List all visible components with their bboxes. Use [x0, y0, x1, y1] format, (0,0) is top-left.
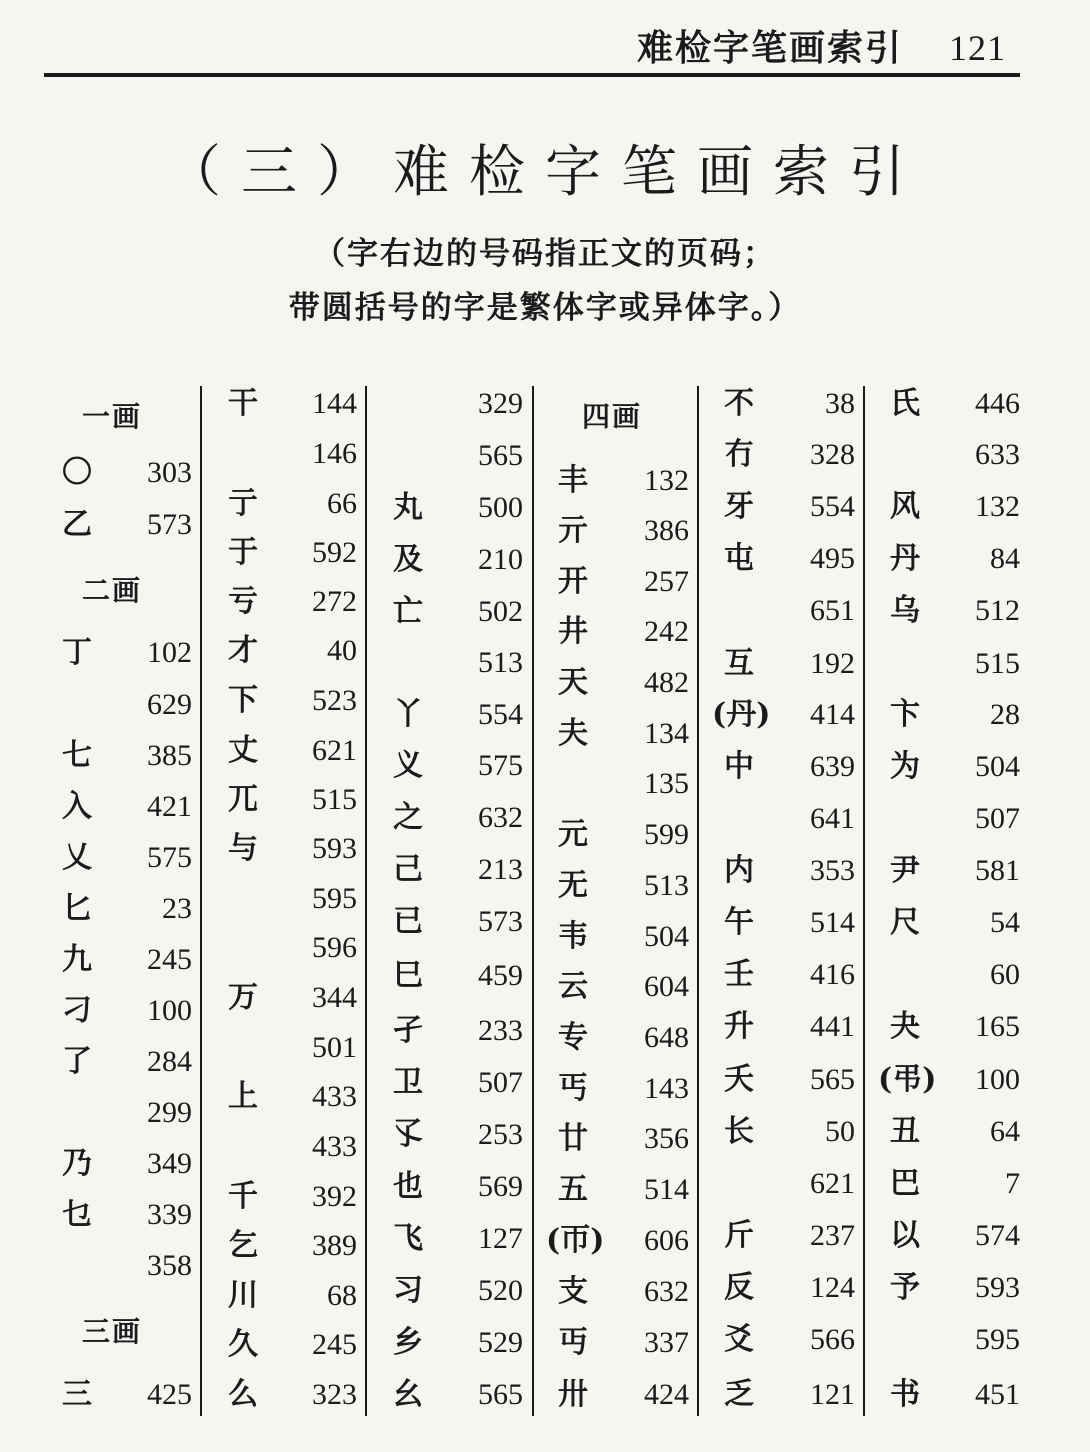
page-reference: 425	[147, 1378, 192, 1411]
index-character: 下	[228, 683, 258, 718]
page-reference: 424	[644, 1378, 689, 1411]
page-number: 121	[949, 28, 1006, 68]
page-reference: 554	[478, 698, 523, 731]
page-reference: 501	[312, 1031, 357, 1064]
index-character: 才	[228, 633, 258, 668]
page-reference: 339	[147, 1198, 192, 1231]
index-character: 牙	[724, 489, 754, 524]
index-character: 乡	[393, 1325, 423, 1360]
page-reference: 323	[312, 1378, 357, 1411]
page-reference: 299	[147, 1096, 192, 1129]
index-character: 爻	[724, 1322, 754, 1357]
page-reference: 633	[975, 438, 1020, 471]
index-character: 丸	[393, 490, 423, 525]
index-character: 升	[724, 1009, 754, 1044]
note-line-1: （字右边的号码指正文的页码；	[314, 236, 776, 272]
index-character: 上	[228, 1079, 258, 1114]
page-reference: 581	[975, 854, 1020, 887]
index-character: 么	[228, 1377, 258, 1412]
page-reference: 515	[975, 647, 1020, 680]
index-character: 习	[393, 1273, 423, 1308]
page-reference: 575	[147, 841, 192, 874]
index-character: 川	[228, 1278, 258, 1313]
page-reference: 38	[825, 387, 855, 420]
page-reference: 165	[975, 1010, 1020, 1043]
page-reference: 344	[312, 981, 357, 1014]
index-character: 尹	[890, 853, 920, 888]
page-reference: 213	[478, 853, 523, 886]
index-character: 丹	[890, 541, 920, 576]
index-character: 丏	[558, 1325, 588, 1360]
index-character: 九	[62, 942, 92, 977]
page-reference: 392	[312, 1180, 357, 1213]
page-reference: 257	[644, 565, 689, 598]
page-reference: 574	[975, 1219, 1020, 1252]
index-character: 冇	[724, 437, 754, 472]
page-reference: 84	[990, 542, 1020, 575]
page-reference: 523	[312, 684, 357, 717]
page-reference: 349	[147, 1147, 192, 1180]
index-character: 互	[724, 646, 754, 681]
page-reference: 132	[975, 490, 1020, 523]
page-reference: 100	[975, 1063, 1020, 1096]
page-reference: 595	[312, 882, 357, 915]
column-divider	[863, 386, 865, 1416]
index-character: 亡	[393, 594, 423, 629]
header-rule	[44, 73, 1020, 77]
index-character: 己	[393, 852, 423, 887]
page-reference: 433	[312, 1080, 357, 1113]
page-reference: 284	[147, 1045, 192, 1078]
index-character: 亏	[228, 584, 258, 619]
page-reference: 135	[644, 767, 689, 800]
page-reference: 529	[478, 1326, 523, 1359]
page-reference: 60	[990, 958, 1020, 991]
page-reference: 210	[478, 543, 523, 576]
index-character: 及	[393, 542, 423, 577]
page-reference: 303	[147, 456, 192, 489]
page-reference: 353	[810, 854, 855, 887]
page-reference: 253	[478, 1118, 523, 1151]
page-reference: 573	[147, 508, 192, 541]
index-character: 卅	[558, 1377, 588, 1412]
index-character: 干	[228, 386, 258, 421]
page-reference: 632	[478, 801, 523, 834]
page-reference: 416	[810, 958, 855, 991]
page-reference: 593	[312, 832, 357, 865]
page-reference: 592	[312, 536, 357, 569]
index-character: 以	[890, 1218, 920, 1253]
index-character: 乙	[62, 507, 92, 542]
index-character: 了	[62, 1044, 92, 1079]
page-reference: 7	[1005, 1167, 1020, 1200]
page-reference: 482	[644, 666, 689, 699]
index-character: 夭	[724, 1062, 754, 1097]
index-character: 久	[228, 1327, 258, 1362]
stroke-count-heading: 四画	[582, 400, 643, 433]
index-character: 五	[558, 1172, 588, 1207]
page-reference: 64	[990, 1115, 1020, 1148]
page-reference: 328	[810, 438, 855, 471]
page-reference: 566	[810, 1323, 855, 1356]
index-character: 元	[558, 817, 588, 852]
index-character: 丁	[62, 635, 92, 670]
index-character: 乃	[62, 1146, 92, 1181]
index-character: 幺	[393, 1377, 423, 1412]
index-character: 也	[393, 1169, 423, 1204]
page-reference: 102	[147, 636, 192, 669]
page-reference: 446	[975, 387, 1020, 420]
page-reference: 514	[644, 1173, 689, 1206]
index-character: 〇	[62, 455, 92, 490]
index-character: 壬	[724, 957, 754, 992]
page-reference: 68	[327, 1279, 357, 1312]
running-title: 难检字笔画索引	[636, 27, 903, 69]
index-character: 卫	[393, 1065, 423, 1100]
page-reference: 565	[478, 1378, 523, 1411]
page-reference: 565	[478, 439, 523, 472]
index-character: 乌	[890, 593, 920, 628]
index-character: 丰	[558, 463, 588, 498]
index-character: 井	[558, 614, 588, 649]
index-character: 予	[890, 1270, 920, 1305]
index-character: 于	[228, 535, 258, 570]
page-reference: 632	[644, 1275, 689, 1308]
index-character: 无	[558, 868, 588, 903]
index-character: 韦	[558, 919, 588, 954]
index-character: 夬	[890, 1009, 920, 1044]
index-character: 氏	[890, 386, 920, 421]
index-character: 午	[724, 905, 754, 940]
page-reference: 23	[162, 892, 192, 925]
index-character: 千	[228, 1179, 258, 1214]
index-character: 与	[228, 831, 258, 866]
index-character: 书	[890, 1377, 920, 1412]
index-character: (帀)	[546, 1223, 605, 1258]
page-reference: 575	[478, 749, 523, 782]
index-character: 之	[393, 800, 423, 835]
page-reference: 648	[644, 1021, 689, 1054]
index-character: 兀	[228, 782, 258, 817]
page-reference: 512	[975, 594, 1020, 627]
page-reference: 245	[147, 943, 192, 976]
page-reference: 233	[478, 1014, 523, 1047]
index-character: 乏	[724, 1377, 754, 1412]
page-reference: 146	[312, 437, 357, 470]
page-reference: 389	[312, 1229, 357, 1262]
column-divider	[365, 386, 367, 1416]
index-character: 支	[558, 1274, 588, 1309]
page-reference: 604	[644, 970, 689, 1003]
page-reference: 433	[312, 1130, 357, 1163]
page-reference: 121	[810, 1378, 855, 1411]
page-reference: 245	[312, 1328, 357, 1361]
index-character: 内	[724, 853, 754, 888]
page-reference: 513	[478, 646, 523, 679]
page-reference: 459	[478, 959, 523, 992]
index-character: 中	[724, 749, 754, 784]
index-character: 丑	[890, 1114, 920, 1149]
index-character: 天	[558, 665, 588, 700]
index-character: 斤	[724, 1218, 754, 1253]
index-character: 乜	[62, 1197, 92, 1232]
page-reference: 595	[975, 1323, 1020, 1356]
index-character: 反	[724, 1270, 754, 1305]
index-character: 义	[393, 748, 423, 783]
page-reference: 599	[644, 818, 689, 851]
page-reference: 144	[312, 387, 357, 420]
page-reference: 386	[644, 514, 689, 547]
page-reference: 514	[810, 906, 855, 939]
page-reference: 385	[147, 739, 192, 772]
index-character: 孓	[393, 1117, 423, 1152]
index-character: 巴	[890, 1166, 920, 1201]
index-character: 乞	[228, 1228, 258, 1263]
page-reference: 507	[478, 1066, 523, 1099]
page-reference: 100	[147, 994, 192, 1027]
page-reference: 54	[990, 906, 1020, 939]
stroke-count-heading: 二画	[82, 574, 143, 607]
page-reference: 500	[478, 491, 523, 524]
index-character: 亓	[558, 513, 588, 548]
page-reference: 451	[975, 1378, 1020, 1411]
index-character: 刁	[62, 993, 92, 1028]
page-reference: 329	[478, 387, 523, 420]
index-character: 孑	[393, 1013, 423, 1048]
index-character: 尺	[890, 905, 920, 940]
index-character: 丫	[393, 697, 423, 732]
page-reference: 554	[810, 490, 855, 523]
index-character: 飞	[393, 1221, 423, 1256]
page-reference: 127	[478, 1222, 523, 1255]
index-character: 三	[62, 1377, 92, 1412]
page-reference: 495	[810, 542, 855, 575]
page-reference: 242	[644, 615, 689, 648]
page-reference: 66	[327, 487, 357, 520]
page-reference: 606	[644, 1224, 689, 1257]
page-reference: 639	[810, 750, 855, 783]
index-character: 丐	[558, 1071, 588, 1106]
page-reference: 337	[644, 1326, 689, 1359]
page-reference: 504	[644, 920, 689, 953]
index-character: 万	[228, 980, 258, 1015]
page-reference: 651	[810, 594, 855, 627]
index-character: 已	[393, 904, 423, 939]
page-reference: 441	[810, 1010, 855, 1043]
page-reference: 621	[312, 734, 357, 767]
index-character: (丹)	[712, 697, 771, 732]
page-reference: 520	[478, 1274, 523, 1307]
stroke-count-heading: 三画	[82, 1315, 143, 1348]
index-character: 亍	[228, 486, 258, 521]
index-character: 匕	[62, 891, 92, 926]
index-character: (弔)	[878, 1062, 937, 1097]
column-divider	[532, 386, 534, 1416]
page-reference: 504	[975, 750, 1020, 783]
page-reference: 507	[975, 802, 1020, 835]
index-character: 长	[724, 1114, 754, 1149]
index-character: 入	[62, 789, 92, 824]
index-character: 风	[890, 489, 920, 524]
page-reference: 134	[644, 717, 689, 750]
page-reference: 40	[327, 634, 357, 667]
index-character: 廿	[558, 1121, 588, 1156]
page-reference: 513	[644, 869, 689, 902]
stroke-count-heading: 一画	[82, 400, 143, 433]
index-character: 巳	[393, 958, 423, 993]
page-reference: 621	[810, 1167, 855, 1200]
page-title: （三）难检字笔画索引	[165, 140, 925, 205]
page-reference: 237	[810, 1219, 855, 1252]
page-reference: 596	[312, 931, 357, 964]
column-divider	[200, 386, 202, 1416]
page-reference: 573	[478, 905, 523, 938]
page-reference: 565	[810, 1063, 855, 1096]
index-character: 为	[890, 749, 920, 784]
page-reference: 132	[644, 464, 689, 497]
index-character: 不	[724, 386, 754, 421]
page-reference: 192	[810, 647, 855, 680]
page-reference: 502	[478, 595, 523, 628]
page-reference: 272	[312, 585, 357, 618]
index-character: 夫	[558, 716, 588, 751]
page-reference: 124	[810, 1271, 855, 1304]
page-reference: 356	[644, 1122, 689, 1155]
page-reference: 641	[810, 802, 855, 835]
index-character: 七	[62, 738, 92, 773]
index-character: 屯	[724, 541, 754, 576]
page-reference: 143	[644, 1072, 689, 1105]
page-reference: 629	[147, 688, 192, 721]
page-reference: 28	[990, 698, 1020, 731]
page-reference: 414	[810, 698, 855, 731]
page-reference: 50	[825, 1115, 855, 1148]
running-head	[637, 20, 1006, 71]
index-character: 云	[558, 969, 588, 1004]
page-reference: 569	[478, 1170, 523, 1203]
index-character: 卞	[890, 697, 920, 732]
note-line-2: 带圆括号的字是繁体字或异体字。）	[288, 290, 802, 326]
index-character: 乂	[62, 840, 92, 875]
index-character: 开	[558, 564, 588, 599]
page-reference: 515	[312, 783, 357, 816]
index-character: 丈	[228, 733, 258, 768]
page-reference: 358	[147, 1249, 192, 1282]
index-character: 专	[558, 1020, 588, 1055]
page-reference: 421	[147, 790, 192, 823]
page-reference: 593	[975, 1271, 1020, 1304]
column-divider	[697, 386, 699, 1416]
